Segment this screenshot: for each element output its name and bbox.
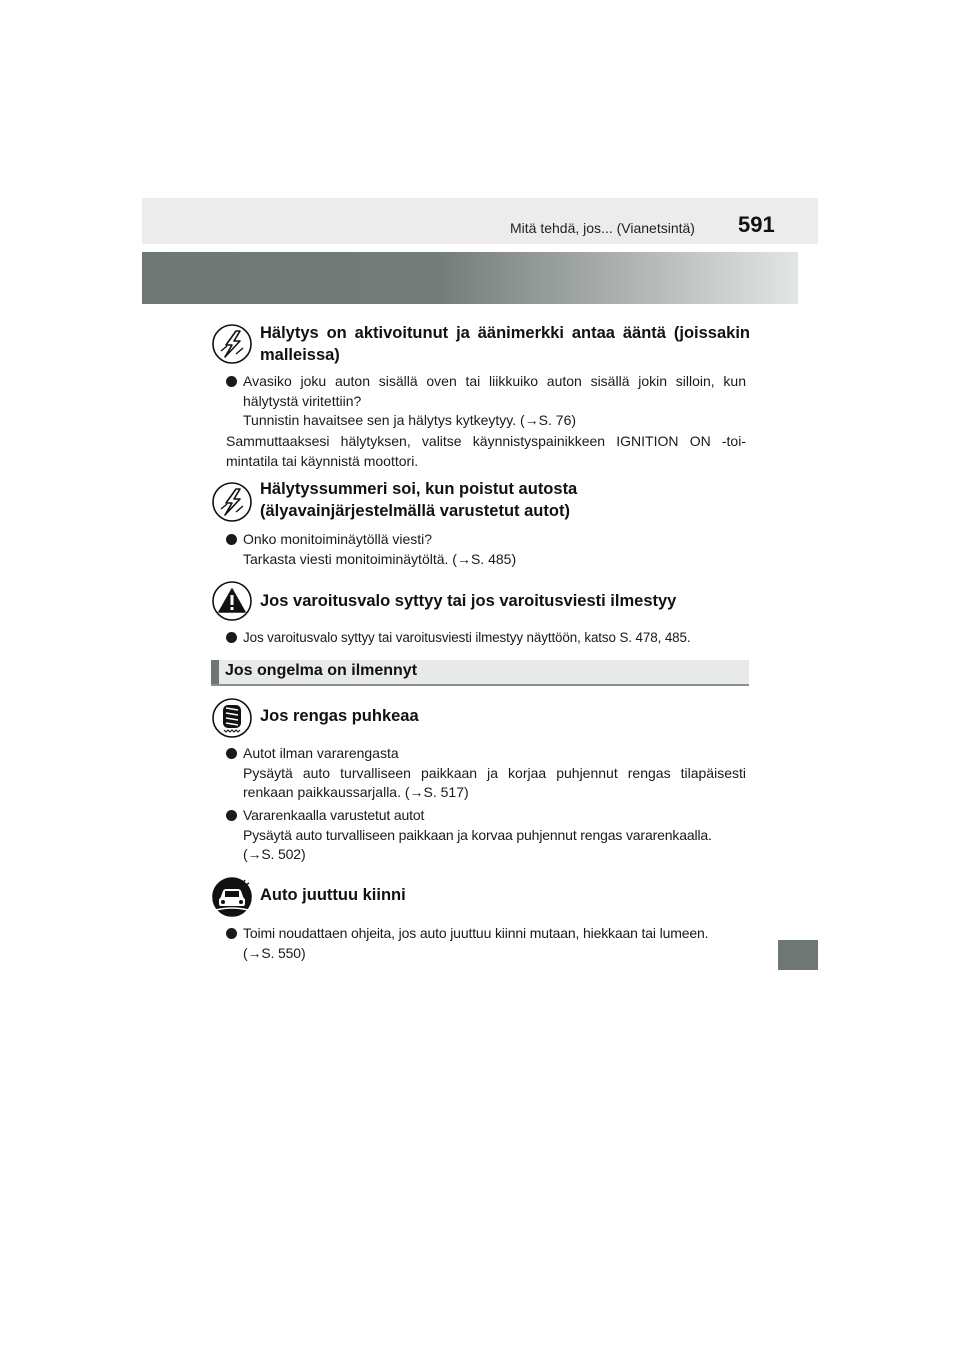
chapter-banner: [142, 252, 798, 304]
stuck-car-icon: [212, 877, 252, 917]
bullet-dot: [226, 928, 237, 939]
bullet-item: Onko monitoiminäytöllä viesti? Tarkasta viesti monitoiminäytöltä. (→S. 485): [226, 530, 746, 569]
section-title: Jos ongelma on ilmennyt: [225, 662, 418, 679]
heading-car-stuck: Auto juuttuu kiinni: [260, 886, 406, 904]
tire-icon: [212, 698, 252, 738]
chapter-title: Mitä tehdä, jos... (Vianetsintä): [510, 220, 695, 236]
bullet-dot: [226, 376, 237, 387]
bullet-dot: [226, 810, 237, 821]
heading-alarm-buzzer: Hälytyssummeri soi, kun poistut autosta (älyavainjärjestelmällä varustetut autot): [260, 480, 578, 520]
alarm-lightning-icon: [212, 324, 252, 364]
bullet-dot: [226, 748, 237, 759]
bullet-dot: [226, 632, 237, 643]
bullet-item: Autot ilman vararengasta Pysäytä auto turvalliseen paikkaan ja korjaa puhjennut rengas tilapäisesti renkaan paikkaussarjalla. (→S. 517): [226, 744, 746, 803]
alarm-lightning-icon: [212, 482, 252, 522]
bullet-dot: [226, 534, 237, 545]
bullet-item: Avasiko joku auton sisällä oven tai liikkuiko auton sisällä jokin silloin, kun hälytystä viritettiin? Tunnistin havaitsee sen ja hälytys kytkeytyy. (→S. 76): [226, 372, 746, 431]
heading-warning-light: Jos varoitusvalo syttyy tai jos varoitusviesti ilmestyy: [260, 592, 677, 610]
bullet-item: Jos varoitusvalo syttyy tai varoitusviesti ilmestyy näyttöön, katso S. 478, 485.: [226, 628, 746, 648]
header-bar: [142, 198, 818, 244]
bullet-item: Toimi noudattaen ohjeita, jos auto juuttuu kiinni mutaan, hiekkaan tai lumeen. (→S. 550): [226, 924, 746, 963]
page-number: 591: [738, 212, 775, 237]
chapter-side-tab: [778, 940, 818, 970]
bullet-item: Vararenkaalla varustetut autot Pysäytä auto turvalliseen paikkaan ja korvaa puhjennut rengas vararenkaalla. (→S. 502): [226, 806, 746, 865]
section-bar-accent: [211, 660, 219, 684]
heading-alarm-activated: Hälytys on aktivoitunut ja äänimerkki antaa ääntä (joissakin malleissa): [260, 324, 750, 364]
heading-flat-tire: Jos rengas puhkeaa: [260, 707, 419, 725]
paragraph-disable-alarm: Sammuttaaksesi hälytyksen, valitse käynnistyspainikkeen IGNITION ON -toi- mintatila tai käynnistä moottori.: [226, 433, 746, 469]
section-bar: [211, 660, 749, 686]
warning-exclamation-icon: [212, 581, 252, 621]
